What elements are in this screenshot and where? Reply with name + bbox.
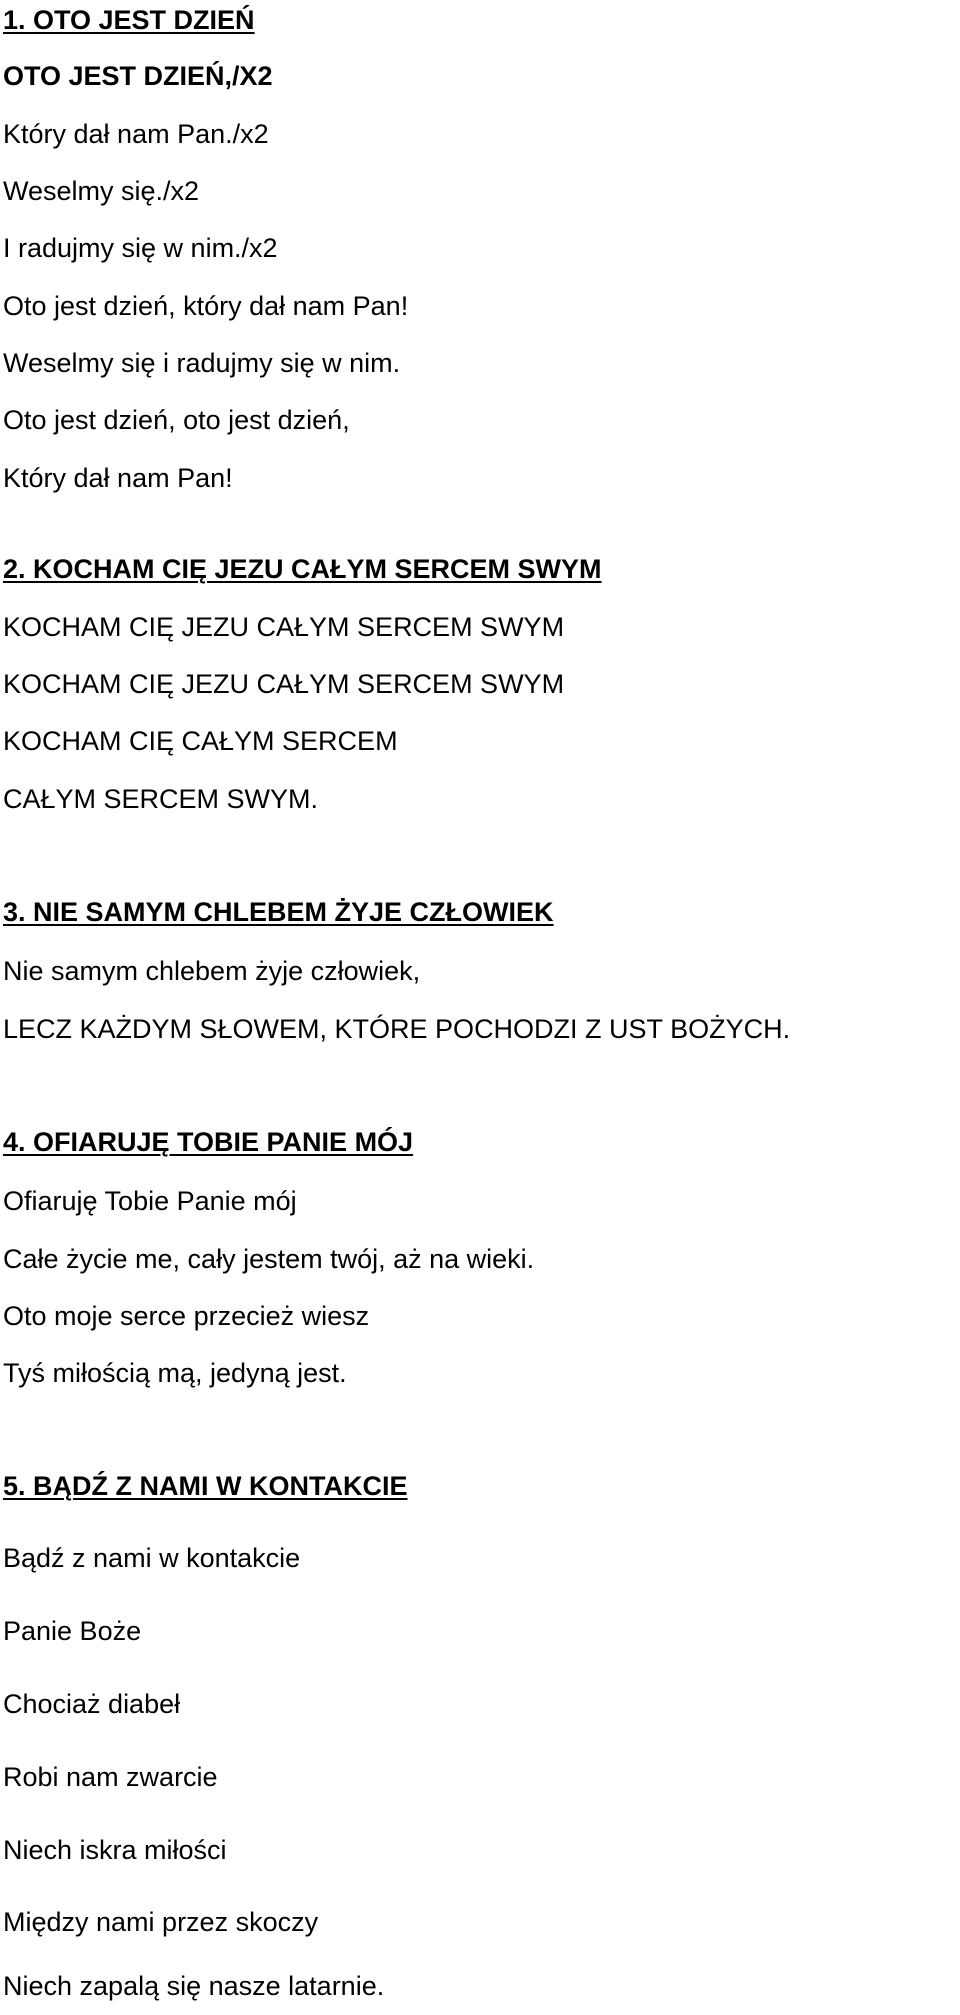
- song-line: I radujmy się w nim./x2: [3, 233, 278, 263]
- song-line: LECZ KAŻDYM SŁOWEM, KTÓRE POCHODZI Z UST BOŻYCH.: [3, 1014, 791, 1044]
- song-line: Panie Boże: [3, 1616, 142, 1646]
- song-line: Niech iskra miłości: [3, 1835, 227, 1865]
- song-line: KOCHAM CIĘ JEZU CAŁYM SERCEM SWYM: [3, 669, 565, 699]
- song-line: Oto jest dzień, który dał nam Pan!: [3, 291, 409, 321]
- song-line: KOCHAM CIĘ JEZU CAŁYM SERCEM SWYM: [3, 612, 565, 642]
- song-line: Całe życie me, cały jestem twój, aż na wieki.: [3, 1244, 535, 1274]
- song-line: Między nami przez skoczy: [3, 1907, 319, 1937]
- song-line: Ofiaruję Tobie Panie mój: [3, 1186, 297, 1216]
- song-line: Robi nam zwarcie: [3, 1762, 218, 1792]
- song-line: Weselmy się i radujmy się w nim.: [3, 348, 401, 378]
- song-line: Oto jest dzień, oto jest dzień,: [3, 405, 350, 435]
- song-line: Weselmy się./x2: [3, 176, 200, 206]
- song-line: Oto moje serce przecież wiesz: [3, 1301, 370, 1331]
- song-line: Tyś miłością mą, jedyną jest.: [3, 1358, 347, 1388]
- song-line: OTO JEST DZIEŃ,/X2: [3, 61, 273, 91]
- song-title: 4. OFIARUJĘ TOBIE PANIE MÓJ: [3, 1127, 414, 1157]
- song-line: Niech zapalą się nasze latarnie.: [3, 1971, 385, 2001]
- song-title: 1. OTO JEST DZIEŃ: [3, 5, 255, 35]
- song-line: KOCHAM CIĘ CAŁYM SERCEM: [3, 726, 398, 756]
- song-line: Nie samym chlebem żyje człowiek,: [3, 956, 421, 986]
- song-title: 5. BĄDŹ Z NAMI W KONTAKCIE: [3, 1471, 408, 1501]
- song-title: 2. KOCHAM CIĘ JEZU CAŁYM SERCEM SWYM: [3, 554, 602, 584]
- song-title: 3. NIE SAMYM CHLEBEM ŻYJE CZŁOWIEK: [3, 897, 554, 927]
- song-line: Który dał nam Pan!: [3, 463, 233, 493]
- song-line: Bądź z nami w kontakcie: [3, 1543, 301, 1573]
- song-line: Chociaż diabeł: [3, 1689, 181, 1719]
- song-line: CAŁYM SERCEM SWYM.: [3, 784, 319, 814]
- song-line: Który dał nam Pan./x2: [3, 119, 269, 149]
